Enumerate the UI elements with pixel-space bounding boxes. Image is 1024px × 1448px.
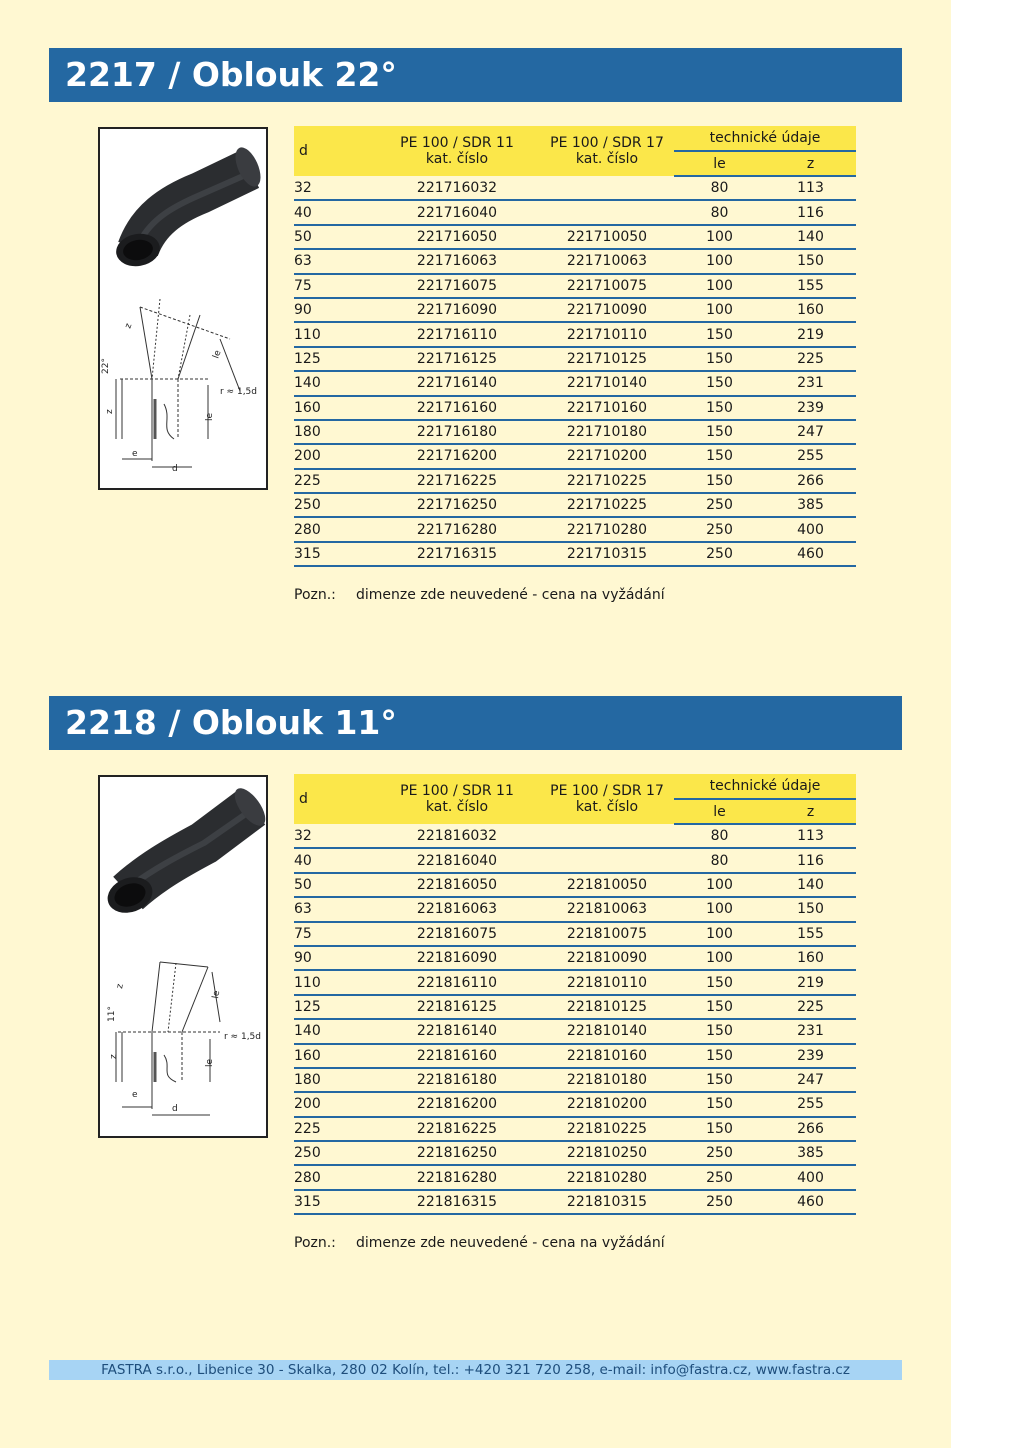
diagram-z-label-top: z xyxy=(123,322,135,331)
cell-sdr17: 221710225 xyxy=(540,469,674,493)
cell-sdr17: 221710315 xyxy=(540,542,674,566)
cell-sdr17 xyxy=(540,176,674,200)
cell-d: 280 xyxy=(294,517,374,541)
cell-d: 140 xyxy=(294,371,374,395)
diagram-le-label-top: le xyxy=(211,349,224,361)
cell-sdr11: 221716315 xyxy=(374,542,540,566)
cell-z: 113 xyxy=(765,176,856,200)
diagram-le-label: le xyxy=(205,412,215,421)
cell-sdr17: 221710075 xyxy=(540,274,674,298)
table-row xyxy=(294,1019,856,1043)
cell-sdr17: 221810315 xyxy=(540,1190,674,1214)
table-row xyxy=(294,1190,856,1214)
cell-le: 150 xyxy=(674,371,765,395)
diagram-angle-label: 22° xyxy=(101,358,111,374)
product-section xyxy=(0,696,951,1296)
cell-z: 116 xyxy=(765,848,856,872)
cell-sdr17: 221710225 xyxy=(540,493,674,517)
cell-z: 140 xyxy=(765,873,856,897)
cell-le: 250 xyxy=(674,1141,765,1165)
cell-le: 150 xyxy=(674,1044,765,1068)
cell-d: 90 xyxy=(294,298,374,322)
cell-le: 100 xyxy=(674,897,765,921)
table-row xyxy=(294,517,856,541)
table-row xyxy=(294,824,856,848)
cell-z: 231 xyxy=(765,1019,856,1043)
header-technical-data: technické údaje xyxy=(674,126,856,151)
cell-z: 460 xyxy=(765,1190,856,1214)
cell-d: 200 xyxy=(294,1092,374,1116)
cell-d: 225 xyxy=(294,1117,374,1141)
cell-sdr17: 221710090 xyxy=(540,298,674,322)
cell-z: 225 xyxy=(765,347,856,371)
cell-sdr11: 221816110 xyxy=(374,970,540,994)
header-sdr11 xyxy=(374,774,540,824)
cell-sdr11: 221816075 xyxy=(374,922,540,946)
table-row xyxy=(294,1117,856,1141)
cell-d: 280 xyxy=(294,1165,374,1189)
section-title: 2218 / Oblouk 11° xyxy=(65,703,397,742)
note-text: dimenze zde neuvedené - cena na vyžádání xyxy=(356,587,665,603)
cell-le: 150 xyxy=(674,1117,765,1141)
cell-z: 231 xyxy=(765,371,856,395)
header-sdr17-line1: PE 100 / SDR 17 xyxy=(550,783,664,799)
table-row xyxy=(294,1068,856,1092)
diagram-le-label-top: le xyxy=(211,989,223,1000)
table-row xyxy=(294,420,856,444)
header-sdr17 xyxy=(540,774,674,824)
cell-sdr11: 221716040 xyxy=(374,200,540,224)
cell-z: 160 xyxy=(765,946,856,970)
diagram-le-label: le xyxy=(205,1058,215,1067)
cell-z: 385 xyxy=(765,493,856,517)
diagram-z-label: z xyxy=(109,1054,119,1059)
cell-d: 75 xyxy=(294,274,374,298)
cell-sdr17: 221810140 xyxy=(540,1019,674,1043)
cell-sdr11: 221816125 xyxy=(374,995,540,1019)
header-technical-data: technické údaje xyxy=(674,774,856,799)
cell-le: 80 xyxy=(674,200,765,224)
table-row xyxy=(294,1165,856,1189)
table-row xyxy=(294,873,856,897)
cell-sdr11: 221716125 xyxy=(374,347,540,371)
header-d: d xyxy=(294,774,374,824)
cell-sdr11: 221716280 xyxy=(374,517,540,541)
header-sdr17-line2: kat. číslo xyxy=(575,151,639,167)
header-le: le xyxy=(674,151,765,176)
cell-z: 219 xyxy=(765,322,856,346)
cell-sdr11: 221716063 xyxy=(374,249,540,273)
cell-d: 140 xyxy=(294,1019,374,1043)
cell-d: 315 xyxy=(294,1190,374,1214)
cell-z: 160 xyxy=(765,298,856,322)
cell-sdr17: 221810160 xyxy=(540,1044,674,1068)
cell-sdr17 xyxy=(540,848,674,872)
cell-d: 110 xyxy=(294,322,374,346)
cell-z: 239 xyxy=(765,1044,856,1068)
cell-sdr11: 221816280 xyxy=(374,1165,540,1189)
cell-le: 150 xyxy=(674,1092,765,1116)
header-z: z xyxy=(765,151,856,176)
cell-le: 150 xyxy=(674,970,765,994)
cell-le: 100 xyxy=(674,946,765,970)
cell-le: 150 xyxy=(674,396,765,420)
header-sdr17 xyxy=(540,126,674,176)
cell-d: 250 xyxy=(294,493,374,517)
cell-sdr17: 221810090 xyxy=(540,946,674,970)
cell-le: 80 xyxy=(674,176,765,200)
diagram-angle-label: 11° xyxy=(107,1006,117,1022)
cell-z: 400 xyxy=(765,517,856,541)
section-header-bar xyxy=(49,696,902,750)
cell-sdr11: 221816032 xyxy=(374,824,540,848)
cell-sdr11: 221716090 xyxy=(374,298,540,322)
cell-d: 125 xyxy=(294,995,374,1019)
header-sdr11-line1: PE 100 / SDR 11 xyxy=(400,135,514,151)
cell-z: 385 xyxy=(765,1141,856,1165)
cell-sdr17: 221710125 xyxy=(540,347,674,371)
cell-sdr11: 221816090 xyxy=(374,946,540,970)
cell-d: 200 xyxy=(294,444,374,468)
cell-z: 255 xyxy=(765,1092,856,1116)
cell-z: 266 xyxy=(765,1117,856,1141)
cell-sdr11: 221816180 xyxy=(374,1068,540,1092)
cell-le: 150 xyxy=(674,347,765,371)
header-d: d xyxy=(294,126,374,176)
cell-z: 219 xyxy=(765,970,856,994)
cell-z: 225 xyxy=(765,995,856,1019)
table-row xyxy=(294,922,856,946)
cell-sdr11: 221716160 xyxy=(374,396,540,420)
cell-d: 180 xyxy=(294,420,374,444)
cell-sdr11: 221716075 xyxy=(374,274,540,298)
spec-table xyxy=(294,774,856,1215)
table-row xyxy=(294,1141,856,1165)
footer-contact-bar: FASTRA s.r.o., Libenice 30 - Skalka, 280 02 Kolín, tel.: +420 321 720 258, e-mail: info@fastra.cz, www.fastra.cz xyxy=(49,1360,902,1380)
table-row xyxy=(294,347,856,371)
cell-le: 80 xyxy=(674,848,765,872)
cell-sdr11: 221716140 xyxy=(374,371,540,395)
cell-sdr11: 221716050 xyxy=(374,225,540,249)
cell-sdr17 xyxy=(540,824,674,848)
note xyxy=(294,587,665,603)
cell-sdr11: 221816250 xyxy=(374,1141,540,1165)
table-row xyxy=(294,225,856,249)
cell-z: 155 xyxy=(765,922,856,946)
cell-le: 100 xyxy=(674,225,765,249)
cell-le: 150 xyxy=(674,1019,765,1043)
cell-sdr17: 221810225 xyxy=(540,1117,674,1141)
cell-sdr17: 221710063 xyxy=(540,249,674,273)
diagram-e-label: e xyxy=(132,449,138,459)
table-row xyxy=(294,1044,856,1068)
cell-le: 250 xyxy=(674,1165,765,1189)
cell-d: 225 xyxy=(294,469,374,493)
cell-le: 100 xyxy=(674,298,765,322)
cell-le: 250 xyxy=(674,517,765,541)
cell-le: 100 xyxy=(674,274,765,298)
cell-z: 266 xyxy=(765,469,856,493)
header-sdr11-line2: kat. číslo xyxy=(425,151,489,167)
table-row xyxy=(294,469,856,493)
table-row xyxy=(294,298,856,322)
table-row xyxy=(294,176,856,200)
cell-d: 315 xyxy=(294,542,374,566)
cell-le: 150 xyxy=(674,469,765,493)
cell-d: 110 xyxy=(294,970,374,994)
cell-z: 150 xyxy=(765,249,856,273)
cell-d: 180 xyxy=(294,1068,374,1092)
diagram-radius-label: r ≈ 1,5d xyxy=(220,387,257,397)
pipe-bend-image xyxy=(103,783,266,919)
cell-sdr17: 221710110 xyxy=(540,322,674,346)
cell-sdr17: 221810180 xyxy=(540,1068,674,1092)
table-row xyxy=(294,249,856,273)
cell-sdr11: 221816200 xyxy=(374,1092,540,1116)
cell-z: 247 xyxy=(765,1068,856,1092)
cell-z: 400 xyxy=(765,1165,856,1189)
cell-d: 125 xyxy=(294,347,374,371)
header-le: le xyxy=(674,799,765,824)
cell-z: 155 xyxy=(765,274,856,298)
cell-sdr11: 221716200 xyxy=(374,444,540,468)
cell-sdr11: 221816140 xyxy=(374,1019,540,1043)
header-sdr11 xyxy=(374,126,540,176)
cell-d: 250 xyxy=(294,1141,374,1165)
cell-le: 250 xyxy=(674,493,765,517)
table-row xyxy=(294,371,856,395)
cell-sdr11: 221716110 xyxy=(374,322,540,346)
cell-sdr17: 221710280 xyxy=(540,517,674,541)
product-illustration xyxy=(100,129,266,488)
cell-d: 40 xyxy=(294,200,374,224)
cell-d: 63 xyxy=(294,897,374,921)
cell-le: 250 xyxy=(674,542,765,566)
cell-sdr11: 221716032 xyxy=(374,176,540,200)
cell-le: 100 xyxy=(674,249,765,273)
cell-sdr11: 221816160 xyxy=(374,1044,540,1068)
note-label: Pozn.: xyxy=(294,1235,336,1251)
header-z: z xyxy=(765,799,856,824)
note-text: dimenze zde neuvedené - cena na vyžádání xyxy=(356,1235,665,1251)
header-sdr17-line2: kat. číslo xyxy=(575,799,639,815)
cell-sdr11: 221716180 xyxy=(374,420,540,444)
cell-z: 247 xyxy=(765,420,856,444)
table-row xyxy=(294,897,856,921)
product-image-box xyxy=(98,775,268,1138)
table-row xyxy=(294,995,856,1019)
spec-table xyxy=(294,126,856,567)
diagram-d-label: d xyxy=(172,464,178,474)
cell-sdr17: 221810075 xyxy=(540,922,674,946)
cell-sdr11: 221816225 xyxy=(374,1117,540,1141)
cell-sdr17: 221810200 xyxy=(540,1092,674,1116)
header-sdr11-line1: PE 100 / SDR 11 xyxy=(400,783,514,799)
table-row xyxy=(294,848,856,872)
cell-le: 80 xyxy=(674,824,765,848)
header-sdr17-line1: PE 100 / SDR 17 xyxy=(550,135,664,151)
table-row xyxy=(294,200,856,224)
cell-le: 100 xyxy=(674,873,765,897)
table-row xyxy=(294,274,856,298)
cell-le: 150 xyxy=(674,1068,765,1092)
cell-sdr17: 221810125 xyxy=(540,995,674,1019)
cell-sdr17: 221810250 xyxy=(540,1141,674,1165)
cell-le: 150 xyxy=(674,322,765,346)
cell-sdr17: 221710050 xyxy=(540,225,674,249)
cell-le: 150 xyxy=(674,444,765,468)
cell-sdr11: 221716250 xyxy=(374,493,540,517)
diagram-z-label: z xyxy=(105,409,115,414)
cell-sdr11: 221816050 xyxy=(374,873,540,897)
cell-z: 255 xyxy=(765,444,856,468)
table-row xyxy=(294,444,856,468)
cell-le: 250 xyxy=(674,1190,765,1214)
cell-sdr17: 221810110 xyxy=(540,970,674,994)
cell-le: 150 xyxy=(674,995,765,1019)
technical-drawing xyxy=(116,299,240,467)
cell-d: 50 xyxy=(294,225,374,249)
cell-sdr17: 221810280 xyxy=(540,1165,674,1189)
cell-sdr17 xyxy=(540,200,674,224)
diagram-e-label: e xyxy=(132,1090,138,1100)
cell-z: 239 xyxy=(765,396,856,420)
cell-d: 40 xyxy=(294,848,374,872)
cell-d: 63 xyxy=(294,249,374,273)
table-row xyxy=(294,542,856,566)
cell-sdr11: 221716225 xyxy=(374,469,540,493)
cell-sdr11: 221816315 xyxy=(374,1190,540,1214)
table-row xyxy=(294,970,856,994)
cell-z: 140 xyxy=(765,225,856,249)
cell-le: 100 xyxy=(674,922,765,946)
note xyxy=(294,1235,665,1251)
table-row xyxy=(294,493,856,517)
pipe-bend-image xyxy=(114,144,266,270)
cell-d: 75 xyxy=(294,922,374,946)
cell-z: 113 xyxy=(765,824,856,848)
cell-sdr17: 221710180 xyxy=(540,420,674,444)
cell-sdr17: 221710140 xyxy=(540,371,674,395)
cell-sdr11: 221816063 xyxy=(374,897,540,921)
product-section xyxy=(0,48,951,648)
diagram-z-label-top: z xyxy=(115,983,126,990)
header-sdr11-line2: kat. číslo xyxy=(425,799,489,815)
cell-sdr17: 221810063 xyxy=(540,897,674,921)
section-title: 2217 / Oblouk 22° xyxy=(65,55,397,94)
cell-d: 32 xyxy=(294,176,374,200)
cell-sdr17: 221710200 xyxy=(540,444,674,468)
cell-d: 50 xyxy=(294,873,374,897)
cell-d: 160 xyxy=(294,1044,374,1068)
cell-z: 460 xyxy=(765,542,856,566)
cell-sdr17: 221710160 xyxy=(540,396,674,420)
cell-sdr11: 221816040 xyxy=(374,848,540,872)
table-row xyxy=(294,396,856,420)
diagram-d-label: d xyxy=(172,1104,178,1114)
cell-d: 160 xyxy=(294,396,374,420)
product-image-box xyxy=(98,127,268,490)
cell-d: 90 xyxy=(294,946,374,970)
table-row xyxy=(294,322,856,346)
table-row xyxy=(294,946,856,970)
cell-sdr17: 221810050 xyxy=(540,873,674,897)
section-header-bar xyxy=(49,48,902,102)
cell-le: 150 xyxy=(674,420,765,444)
cell-d: 32 xyxy=(294,824,374,848)
product-illustration xyxy=(100,777,266,1136)
note-label: Pozn.: xyxy=(294,587,336,603)
cell-z: 116 xyxy=(765,200,856,224)
table-row xyxy=(294,1092,856,1116)
cell-z: 150 xyxy=(765,897,856,921)
diagram-radius-label: r ≈ 1,5d xyxy=(224,1032,261,1042)
